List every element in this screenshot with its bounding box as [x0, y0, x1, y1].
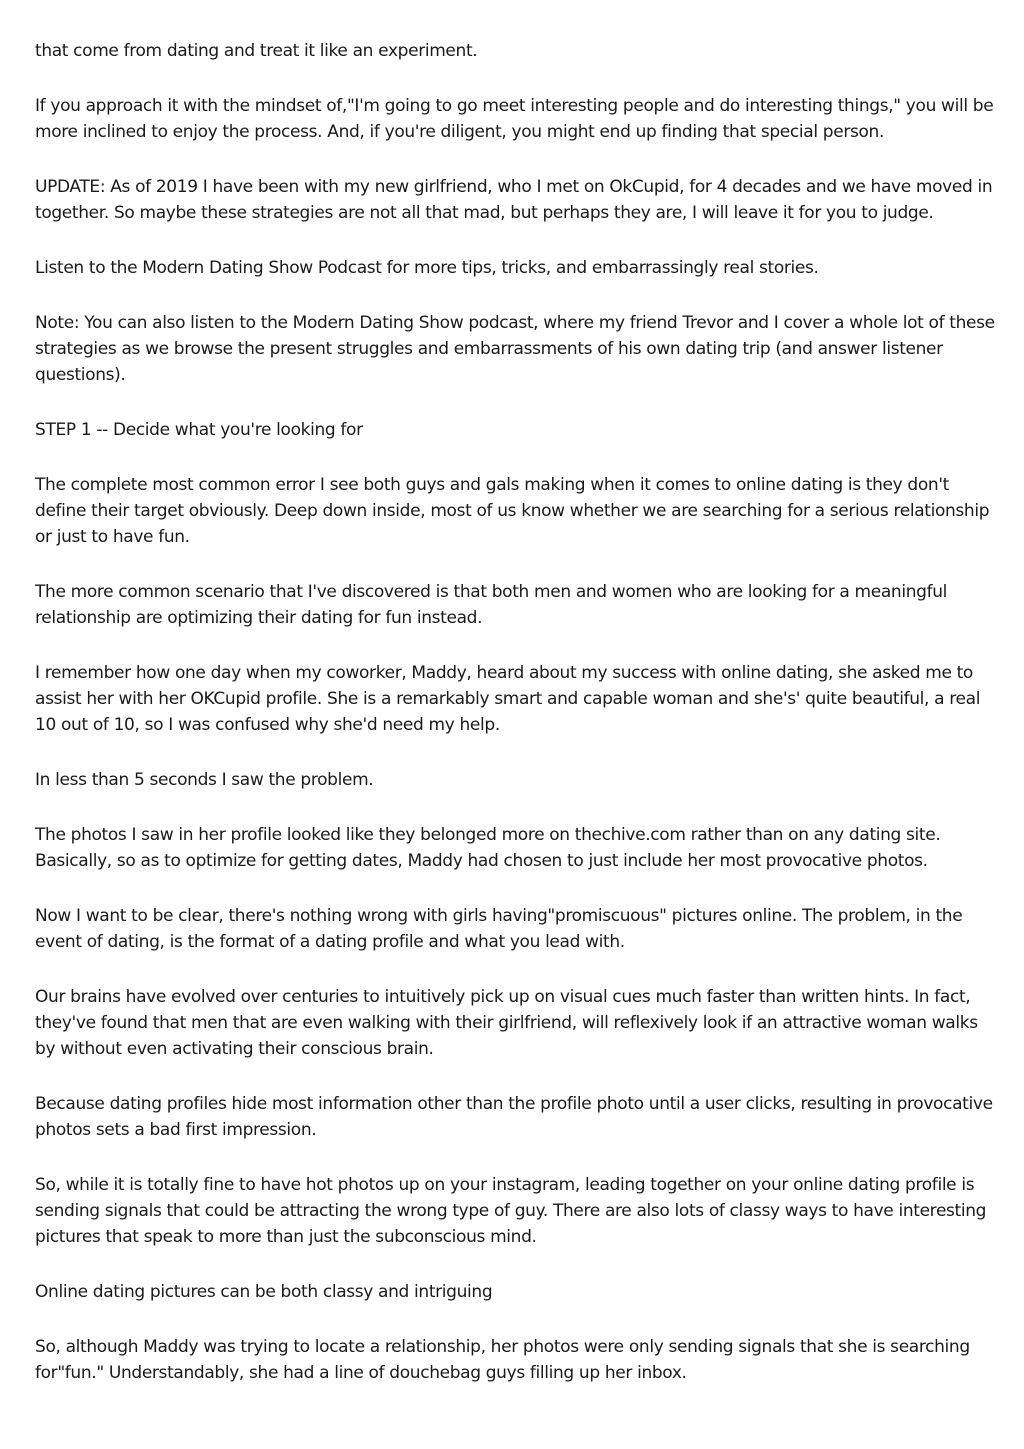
paragraph-be-clear: Now I want to be clear, there's nothing wrong with girls having"promiscuous" pictures online. The problem, in the event of dating, is the format of a dating profile and what you lead with.	[35, 906, 963, 952]
paragraph-photos: The photos I saw in her profile looked like they belonged more on thechive.com rather than on any dating site. Basically, so as to optimize for getting dates, Maddy had chosen to just include her most provocative photos.	[35, 825, 941, 871]
paragraph-podcast-note: Note: You can also listen to the Modern Dating Show podcast, where my friend Trevor and I cover a whole lot of these strategies as we browse the present struggles and embarrassments of his own dating trip (and answer listener questions).	[35, 313, 995, 385]
paragraph-common-scenario: The more common scenario that I've discovered is that both men and women who are looking for a meaningful relationship are optimizing their dating for fun instead.	[35, 582, 948, 628]
paragraph-intro-continuation: that come from dating and treat it like an experiment.	[35, 41, 478, 61]
paragraph-maddy-story: I remember how one day when my coworker, Maddy, heard about my success with online dating, she asked me to assist her with her OKCupid profile. She is a remarkably smart and capable woman and she's' quite beautiful, a real 10 out of 10, so I was confused why she'd need my help.	[35, 663, 981, 735]
subheading-classy-pictures: Online dating pictures can be both classy and intriguing	[35, 1282, 493, 1302]
paragraph-mindset: If you approach it with the mindset of,"I'm going to go meet interesting people and do interesting things," you will be more inclined to enjoy the process. And, if you're diligent, you might end up finding that special person.	[35, 96, 994, 142]
paragraph-maddy-signals: So, although Maddy was trying to locate a relationship, her photos were only sending signals that she is searching for"fun." Understandably, she had a line of douchebag guys filling up her inbox.	[35, 1337, 970, 1383]
paragraph-podcast-promo: Listen to the Modern Dating Show Podcast for more tips, tricks, and embarrassingly real stories.	[35, 258, 819, 278]
paragraph-profiles-hide: Because dating profiles hide most information other than the profile photo until a user clicks, resulting in provocative photos sets a bad first impression.	[35, 1094, 993, 1140]
section-heading-step-1: STEP 1 -- Decide what you're looking for	[35, 420, 363, 440]
paragraph-update: UPDATE: As of 2019 I have been with my new girlfriend, who I met on OkCupid, for 4 decades and we have moved in together. So maybe these strategies are not all that mad, but perhaps they are, I will leave it for you to judge.	[35, 177, 993, 223]
paragraph-common-error: The complete most common error I see both guys and gals making when it comes to online dating is they don't define their target obviously. Deep down inside, most of us know whether we are searching for a serious relationship or just to have fun.	[35, 475, 990, 547]
paragraph-hot-photos: So, while it is totally fine to have hot photos up on your instagram, leading together on your online dating profile is sending signals that could be attracting the wrong type of guy. There are also lots of classy ways to have interesting pictures that speak to more than just the subconscious mind.	[35, 1175, 987, 1247]
paragraph-brains-evolved: Our brains have evolved over centuries to intuitively pick up on visual cues much faster than written hints. In fact, they've found that men that are even walking with their girlfriend, will reflexively look if an attractive woman walks by without even activating their conscious brain.	[35, 987, 978, 1059]
document-body	[35, 38, 995, 1415]
paragraph-saw-problem: In less than 5 seconds I saw the problem.	[35, 770, 374, 790]
